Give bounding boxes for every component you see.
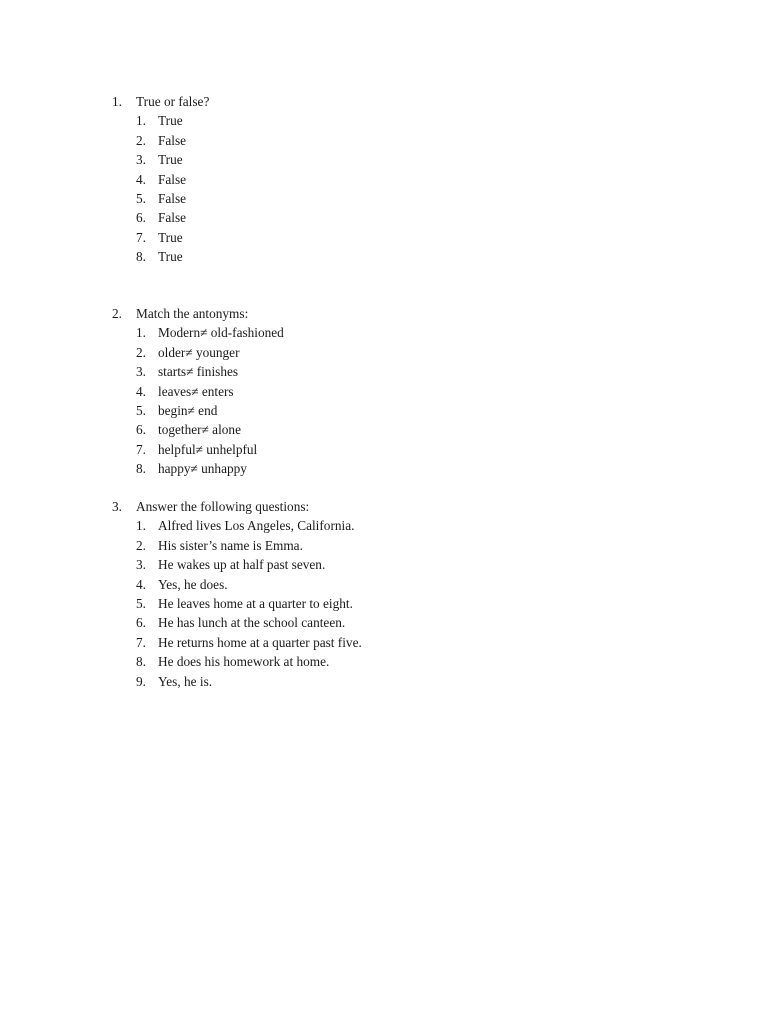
list-item-text: starts≠ finishes: [158, 364, 239, 380]
list-item: [136, 401, 712, 420]
list-item: [136, 672, 712, 691]
list-item-number: 6.: [136, 422, 146, 438]
list-item-number: 1.: [136, 518, 146, 534]
section-number: 1.: [112, 94, 122, 109]
list-item: [136, 362, 712, 381]
list-item: [136, 323, 712, 342]
list-item: [136, 150, 712, 169]
list-item-number: 3.: [136, 152, 146, 168]
section-heading: [112, 497, 712, 516]
list-item: [136, 131, 712, 150]
list-item-text: True: [158, 229, 183, 245]
list-item-text: True: [158, 152, 183, 168]
section-heading-text: Answer the following questions:: [136, 499, 310, 514]
list-item: [136, 613, 712, 632]
list-item-number: 2.: [136, 537, 146, 553]
list-item-text: False: [158, 210, 187, 226]
list-item: [136, 382, 712, 401]
list-item-text: He has lunch at the school canteen.: [158, 615, 346, 631]
list-item: [136, 555, 712, 574]
list-item: [136, 440, 712, 459]
list-item-text: He does his homework at home.: [158, 654, 330, 670]
list-item-text: False: [158, 190, 187, 206]
section-heading-text: True or false?: [136, 94, 210, 109]
list-item-text: False: [158, 132, 187, 148]
list-item-number: 5.: [136, 190, 146, 206]
list-item-text: False: [158, 171, 187, 187]
list-item-text: True: [158, 113, 183, 129]
list-item-text: Modern≠ old-fashioned: [158, 325, 284, 341]
list-item-number: 6.: [136, 615, 146, 631]
list-item-text: begin≠ end: [158, 402, 218, 418]
list-item-number: 3.: [136, 364, 146, 380]
list-item-text: He returns home at a quarter past five.: [158, 634, 362, 650]
list-item: [136, 208, 712, 227]
list-item-number: 1.: [136, 325, 146, 341]
section-number: 3.: [112, 499, 122, 514]
list-item-text: helpful≠ unhelpful: [158, 441, 258, 457]
list-item: [136, 189, 712, 208]
list-item: [136, 228, 712, 247]
list-item-number: 8.: [136, 654, 146, 670]
list-item-number: 5.: [136, 595, 146, 611]
list-item: [136, 459, 712, 478]
list-item-number: 8.: [136, 461, 146, 477]
list-item-number: 7.: [136, 229, 146, 245]
list-item-number: 7.: [136, 441, 146, 457]
list-item: [136, 652, 712, 671]
list-item-number: 7.: [136, 634, 146, 650]
list-item-text: He leaves home at a quarter to eight.: [158, 595, 353, 611]
list-item: [136, 343, 712, 362]
list-item-number: 8.: [136, 249, 146, 265]
list-item-text: leaves≠ enters: [158, 383, 234, 399]
list-item: [136, 170, 712, 189]
list-item: [136, 594, 712, 613]
list-item-number: 2.: [136, 344, 146, 360]
list-item-number: 5.: [136, 402, 146, 418]
list-item-text: older≠ younger: [158, 344, 240, 360]
list-item-number: 4.: [136, 171, 146, 187]
section-heading: [112, 304, 712, 323]
list-item: [136, 633, 712, 652]
section-heading-text: Match the antonyms:: [136, 306, 249, 321]
list-item-number: 6.: [136, 210, 146, 226]
section-true-or-false: [112, 92, 712, 267]
section-heading: [112, 92, 712, 111]
list-item-text: True: [158, 249, 183, 265]
list-item: [136, 111, 712, 130]
list-item-text: His sister’s name is Emma.: [158, 537, 303, 553]
list-item-text: Yes, he does.: [158, 576, 228, 592]
section-number: 2.: [112, 306, 122, 321]
list-item-text: together≠ alone: [158, 422, 241, 438]
list-item-number: 9.: [136, 673, 146, 689]
list-item-number: 4.: [136, 383, 146, 399]
list-item-number: 1.: [136, 113, 146, 129]
list-item: [136, 575, 712, 594]
list-item: [136, 247, 712, 266]
list-item-text: He wakes up at half past seven.: [158, 557, 326, 573]
list-item-number: 2.: [136, 132, 146, 148]
list-item-text: Alfred lives Los Angeles, California.: [158, 518, 355, 534]
list-item: [136, 516, 712, 535]
list-item: [136, 536, 712, 555]
list-item: [136, 420, 712, 439]
list-item-number: 3.: [136, 557, 146, 573]
list-item-text: Yes, he is.: [158, 673, 213, 689]
section-match-antonyms: [112, 304, 712, 479]
list-item-text: happy≠ unhappy: [158, 461, 247, 477]
section-answer-questions: [112, 497, 712, 691]
list-item-number: 4.: [136, 576, 146, 592]
